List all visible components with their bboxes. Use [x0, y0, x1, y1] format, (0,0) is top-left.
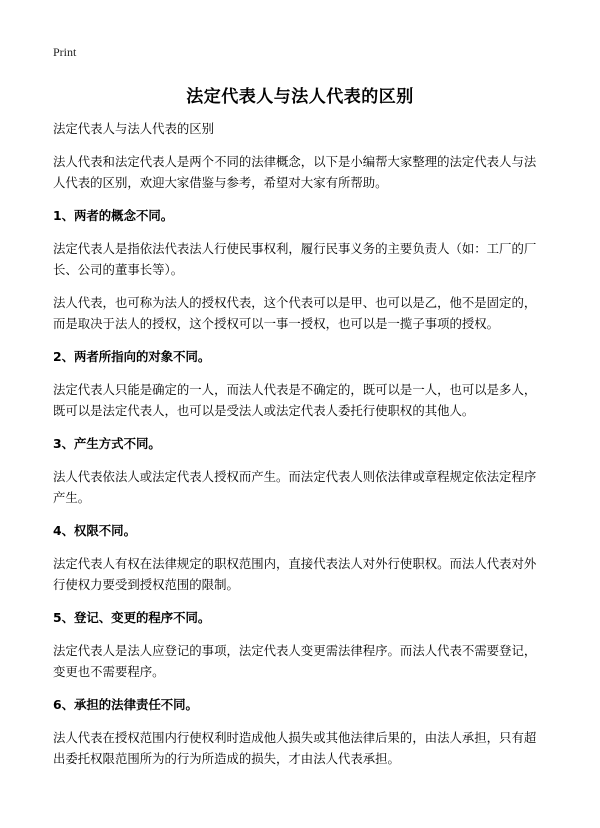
section-heading: 2、两者所指向的对象不同。	[53, 349, 211, 364]
section-heading: 3、产生方式不同。	[53, 436, 161, 451]
print-link[interactable]: Print	[53, 45, 77, 59]
article-body	[53, 118, 548, 781]
section-heading: 6、承担的法律责任不同。	[53, 697, 198, 712]
section-paragraph: 法定代表人是法人应登记的事项，法定代表人变更需法律程序。而法人代表不需要登记，变更也不需要程序。	[53, 643, 537, 679]
section-heading: 5、登记、变更的程序不同。	[53, 610, 211, 625]
page-title: 法定代表人与法人代表的区别	[186, 87, 414, 107]
section-paragraph: 法人代表依法人或法定代表人授权而产生。而法定代表人则依法律或章程规定依法定程序产生。	[53, 469, 537, 505]
section-paragraph: 法定代表人有权在法律规定的职权范围内，直接代表法人对外行使职权。而法人代表对外行使权力要受到授权范围的限制。	[53, 556, 537, 592]
section-heading: 1、两者的概念不同。	[53, 208, 174, 223]
section-paragraph: 法人代表，也可称为法人的授权代表，这个代表可以是甲、也可以是乙，他不是固定的，而是取决于法人的授权，这个授权可以一事一授权，也可以是一揽子事项的授权。	[53, 295, 537, 331]
intro-paragraph: 法人代表和法定代表人是两个不同的法律概念，以下是小编帮大家整理的法定代表人与法人代表的区别，欢迎大家借鉴与参考，希望对大家有所帮助。	[53, 154, 537, 190]
section-paragraph: 法定代表人是指依法代表法人行使民事权利，履行民事义务的主要负责人（如：工厂的厂长、公司的董事长等）。	[53, 241, 537, 277]
section-heading: 4、权限不同。	[53, 523, 136, 538]
section-paragraph: 法人代表在授权范围内行使权利时造成他人损失或其他法律后果的，由法人承担，只有超出委托权限范围所为的行为所造成的损失，才由法人代表承担。	[53, 730, 537, 766]
article-subtitle: 法定代表人与法人代表的区别	[53, 121, 215, 136]
section-paragraph: 法定代表人只能是确定的一人，而法人代表是不确定的，既可以是一人，也可以是多人，既可以是法定代表人，也可以是受法人或法定代表人委托行使职权的其他人。	[53, 382, 537, 418]
